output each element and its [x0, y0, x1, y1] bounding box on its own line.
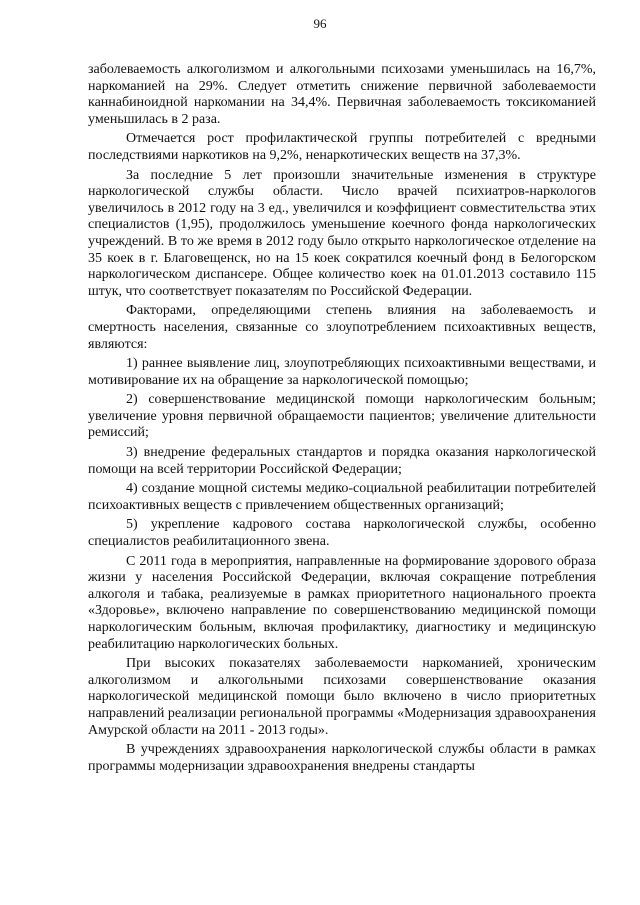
page-number: 96: [313, 16, 327, 31]
paragraph: Факторами, определяющими степень влияния на заболеваемость и смертность населения, связанные со злоупотреблением психоактивных веществ, являются:: [88, 303, 596, 352]
list-item: 1) раннее выявление лиц, злоупотребляющих психоактивными веществами, и мотивирование их на обращение за наркологической помощью;: [88, 356, 596, 388]
list-item: 3) внедрение федеральных стандартов и порядка оказания наркологической помощи на всей территории Российской Федерации;: [88, 445, 596, 477]
paragraph: С 2011 года в мероприятия, направленные на формирование здорового образа жизни у населения Российской Федерации, включая сокращение потребления алкоголя и табака, реализуемые в рамках приоритетного национального проекта «Здоровье», включено направление по совершенствованию медицинской помощи наркологическим больным, включая профилактику, диагностику и медицинскую реабилитацию наркологических больных.: [88, 553, 596, 652]
paragraph: заболеваемость алкоголизмом и алкогольными психозами уменьшилась на 16,7%, наркоманией на 29%. Следует отметить снижение первичной заболеваемости каннабиноидной наркомании на 34,4%. Первичная заболеваемость токсикоманией уменьшилась в 2 раза.: [88, 62, 596, 127]
paragraph: За последние 5 лет произошли значительные изменения в структуре наркологической службы области. Число врачей психиатров-наркологов увеличилось в 2012 году на 3 ед., увеличился и коэффициент совместительства этих специалистов (1,95), продолжилось уменьшение коечного фонда наркологических учреждений. В то же время в 2012 году было открыто наркологическое отделение на 35 коек в г. Благовещенск, но на 15 коек сократился коечный фонд в Белогорском наркологическом диспансере. Общее количество коек на 01.01.2013 составило 115 штук, что соответствует показателям по Российской Федерации.: [88, 167, 596, 299]
paragraph: В учреждениях здравоохранения наркологической службы области в рамках программы модернизации здравоохранения внедрены стандарты: [88, 742, 596, 774]
list-item: 2) совершенствование медицинской помощи наркологическим больным; увеличение уровня первичной обращаемости пациентов; увеличение длительности ремиссий;: [88, 392, 596, 441]
list-item: 5) укрепление кадрового состава наркологической службы, особенно специалистов реабилитационного звена.: [88, 517, 596, 550]
paragraph: Отмечается рост профилактической группы потребителей с вредными последствиями наркотиков на 9,2%, ненаркотических веществ на 37,3%.: [88, 131, 596, 163]
paragraph: При высоких показателях заболеваемости наркоманией, хроническим алкоголизмом и алкогольными психозами совершенствование оказания наркологической медицинской помощи было включено в число приоритетных направлений реализации региональной программы «Модернизация здравоохранения Амурской области на 2011 - 2013 годы».: [88, 656, 596, 738]
body-text: [88, 62, 596, 778]
list-item: 4) создание мощной системы медико-социальной реабилитации потребителей психоактивных веществ с привлечением общественных организаций;: [88, 481, 596, 513]
